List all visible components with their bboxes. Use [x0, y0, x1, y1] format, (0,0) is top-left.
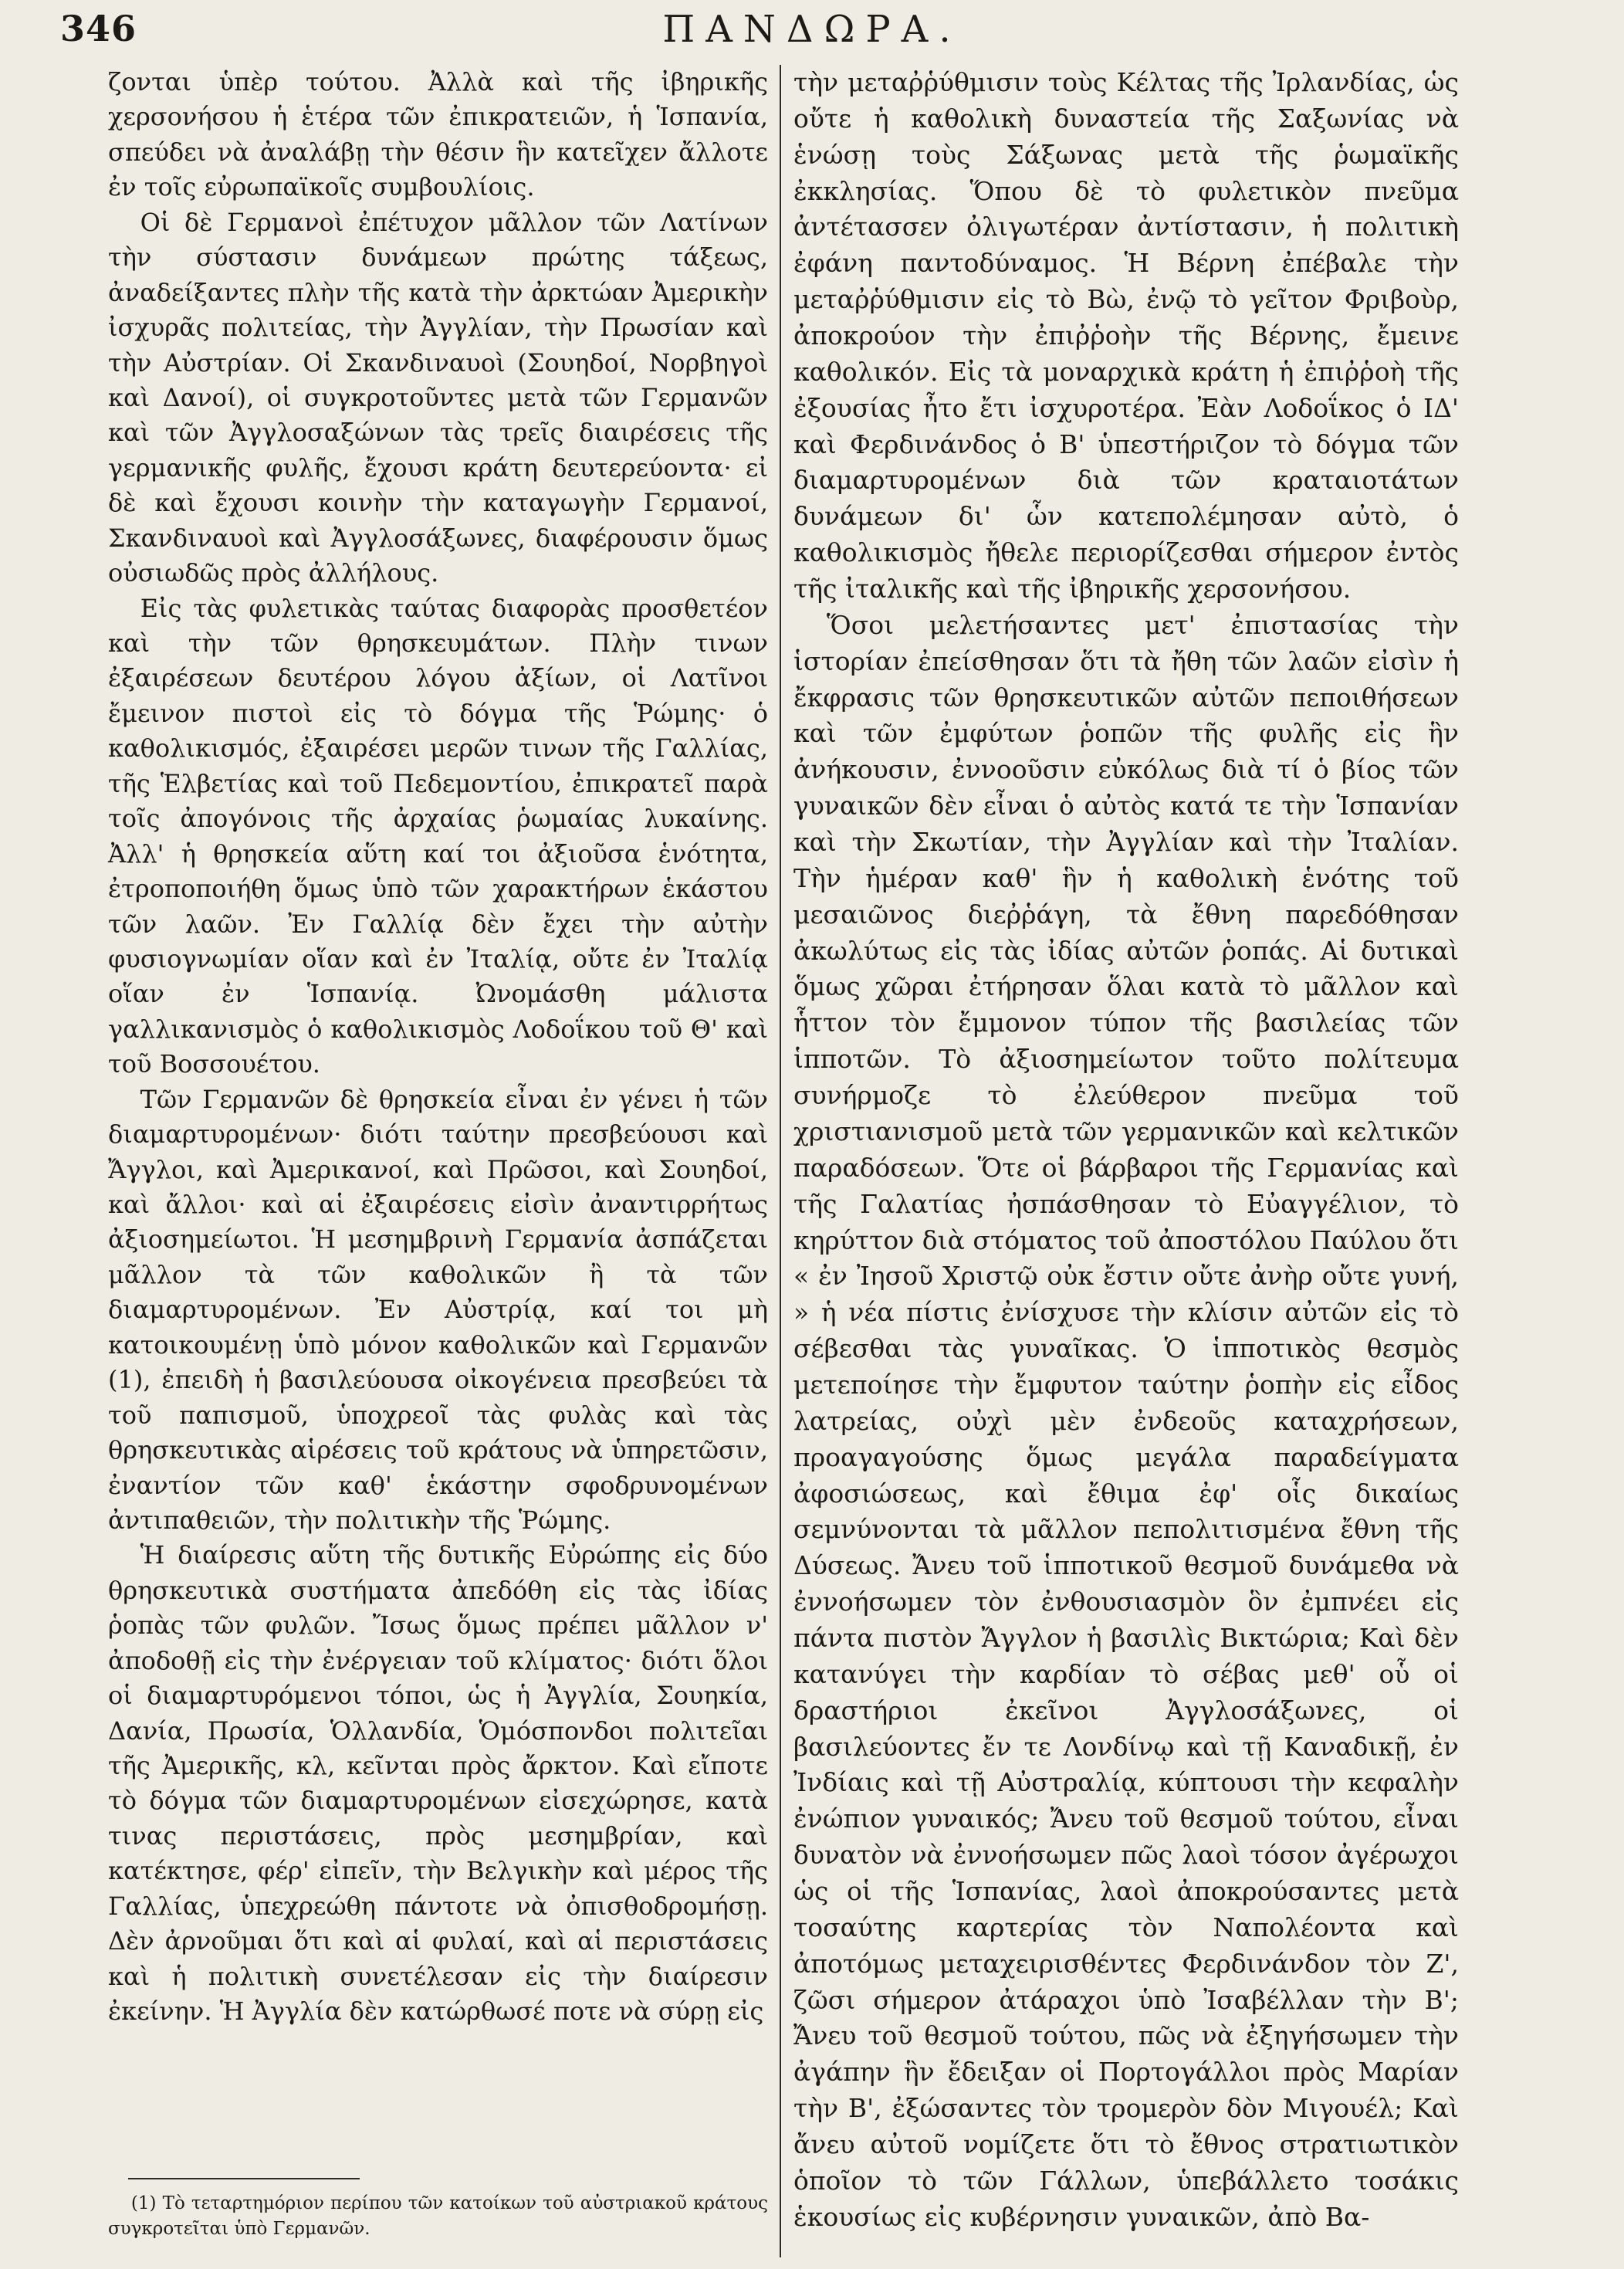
paragraph: Οἱ δὲ Γερμανοὶ ἐπέτυχον μᾶλλον τῶν Λατίνων τὴν σύστασιν δυνάμεων πρώτης τάξεως, ἀναδείξαντες πλὴν τῆς κατὰ τὴν ἀρκτώαν Ἀμερικὴν ἰσχυρᾶς πολιτείας, τὴν Ἀγγλίαν, τὴν Πρωσίαν καὶ τὴν Αὐστρίαν. Οἱ Σκανδιναυοὶ (Σουηδοί, Νορβηγοὶ καὶ Δανοί), οἱ συγκροτοῦντες μετὰ τῶν Γερμανῶν καὶ τῶν Ἀγγλοσαξώνων τὰς τρεῖς διαιρέσεις τῆς γερμανικῆς φυλῆς, ἔχουσι κράτη δευτερεύοντα· εἰ δὲ καὶ ἔχουσι κοινὴν τὴν καταγωγὴν Γερμανοί, Σκανδιναυοὶ καὶ Ἀγγλοσάξωνες, διαφέρουσιν ὅμως οὐσιωδῶς πρὸς ἀλλήλους.: [108, 207, 768, 588]
footnote-text: (1) Τὸ τεταρτημόριον περίπου τῶν κατοίκων τοῦ αὐστριακοῦ κράτους συγκροτεῖται ὑπὸ Γερμανῶν.: [108, 2193, 768, 2239]
right-column: [793, 65, 1459, 2236]
footnote-divider: [128, 2178, 360, 2179]
paragraph: Εἰς τὰς φυλετικὰς ταύτας διαφορὰς προσθετέον καὶ τὴν τῶν θρησκευμάτων. Πλὴν τινων ἐξαιρέσεων δευτέρου λόγου ἀξίων, οἱ Λατῖνοι ἔμεινον πιστοὶ εἰς τὸ δόγμα τῆς Ῥώμης· ὁ καθολικισμός, ἐξαιρέσει μερῶν τινων τῆς Γαλλίας, τῆς Ἑλβετίας καὶ τοῦ Πεδεμοντίου, ἐπικρατεῖ παρὰ τοῖς ἀπογόνοις τῆς ἀρχαίας ῥωμαίας λυκαίνης. Ἀλλ' ἡ θρησκεία αὕτη καί τοι ἀξιοῦσα ἑνότητα, ἐτροποποιήθη ὅμως ὑπὸ τῶν χαρακτήρων ἑκάστου τῶν λαῶν. Ἐν Γαλλίᾳ δὲν ἔχει τὴν αὐτὴν φυσιογνωμίαν οἵαν καὶ ἐν Ἰταλίᾳ, οὔτε ἐν Ἰταλίᾳ οἵαν ἐν Ἱσπανίᾳ. Ὠνομάσθη μάλιστα γαλλικανισμὸς ὁ καθολικισμὸς Λοδοΐκου τοῦ Θ' καὶ τοῦ Βοσσουέτου.: [108, 593, 768, 1079]
column-divider: [780, 65, 781, 2257]
running-title: ΠΑΝΔΩΡΑ.: [662, 8, 962, 51]
paragraph: Τῶν Γερμανῶν δὲ θρησκεία εἶναι ἐν γένει ἡ τῶν διαμαρτυρομένων· διότι ταύτην πρεσβεύουσι καὶ Ἄγγλοι, καὶ Ἀμερικανοί, καὶ Πρῶσοι, καὶ Σουηδοί, καὶ ἄλλοι· καὶ αἱ ἐξαιρέσεις εἰσὶν ἀναντιρρήτως ἀξιοσημείωτοι. Ἡ μεσημβρινὴ Γερμανία ἀσπάζεται μᾶλλον τὰ τῶν καθολικῶν ἢ τὰ τῶν διαμαρτυρομένων. Ἐν Αὐστρίᾳ, καί τοι μὴ κατοικουμένῃ ὑπὸ μόνον καθολικῶν καὶ Γερμανῶν (1), ἐπειδὴ ἡ βασιλεύουσα οἰκογένεια πρεσβεύει τὰ τοῦ παπισμοῦ, ὑποχρεοῖ τὰς φυλὰς καὶ τὰς θρησκευτικὰς αἱρέσεις τοῦ κράτους νὰ ὑπηρετῶσιν, ἐναντίον τῶν καθ' ἑκάστην σφοδρυνομένων ἀντιπαθειῶν, τὴν πολιτικὴν τῆς Ῥώμης.: [108, 1084, 768, 1535]
left-column: [108, 65, 768, 2030]
page-number: 346: [60, 8, 137, 49]
paragraph: Ἡ διαίρεσις αὕτη τῆς δυτικῆς Εὐρώπης εἰς δύο θρησκευτικὰ συστήματα ἀπεδόθη εἰς τὰς ἰδίας ῥοπὰς τῶν φυλῶν. Ἴσως ὅμως πρέπει μᾶλλον ν' ἀποδοθῇ εἰς τὴν ἐνέργειαν τοῦ κλίματος· διότι ὅλοι οἱ διαμαρτυρόμενοι τόποι, ὡς ἡ Ἀγγλία, Σουηκία, Δανία, Πρωσία, Ὁλλανδία, Ὁμόσπονδοι πολιτεῖαι τῆς Ἀμερικῆς, κλ, κεῖνται πρὸς ἄρκτον. Καὶ εἴποτε τὸ δόγμα τῶν διαμαρτυρομένων εἰσεχώρησε, κατὰ τινας περιστάσεις, πρὸς μεσημβρίαν, καὶ κατέκτησε, φέρ' εἰπεῖν, τὴν Βελγικὴν καὶ μέρος τῆς Γαλλίας, ὑπεχρεώθη πάντοτε νὰ ὀπισθοδρομήσῃ. Δὲν ἀρνοῦμαι ὅτι καὶ αἱ φυλαί, καὶ αἱ περιστάσεις καὶ ἡ πολιτικὴ συνετέλεσαν εἰς τὴν διαίρεσιν ἐκείνην. Ἡ Ἀγγλία δὲν κατώρθωσέ ποτε νὰ σύρῃ εἰς: [108, 1540, 768, 2027]
footnote: [108, 2191, 768, 2242]
paragraph: ζονται ὑπὲρ τούτου. Ἀλλὰ καὶ τῆς ἰβηρικῆς χερσονήσου ἡ ἑτέρα τῶν ἐπικρατειῶν, ἡ Ἱσπανία, σπεύδει νὰ ἀναλάβῃ τὴν θέσιν ἣν κατεῖχεν ἄλλοτε ἐν τοῖς εὐρωπαϊκοῖς συμβουλίοις.: [108, 67, 768, 202]
paragraph: Ὅσοι μελετήσαντες μετ' ἐπιστασίας τὴν ἱστορίαν ἐπείσθησαν ὅτι τὰ ἤθη τῶν λαῶν εἰσὶν ἡ ἔκφρασις τῶν θρησκευτικῶν αὐτῶν πεποιθήσεων καὶ τῶν ἐμφύτων ῥοπῶν τῆς φυλῆς εἰς ἣν ἀνήκουσιν, ἐννοοῦσιν εὐκόλως διὰ τί ὁ βίος τῶν γυναικῶν δὲν εἶναι ὁ αὐτὸς κατά τε τὴν Ἱσπανίαν καὶ τὴν Σκωτίαν, τὴν Ἀγγλίαν καὶ τὴν Ἰταλίαν. Τὴν ἡμέραν καθ' ἣν ἡ καθολικὴ ἑνότης τοῦ μεσαιῶνος διεῤῥάγη, τὰ ἔθνη παρεδόθησαν ἀκωλύτως εἰς τὰς ἰδίας αὐτῶν ῥοπάς. Αἱ δυτικαὶ ὅμως χῶραι ἐτήρησαν ὅλαι κατὰ τὸ μᾶλλον καὶ ἧττον τὸν ἔμμονον τύπον τῆς βασιλείας τῶν ἱπποτῶν. Τὸ ἀξιοσημείωτον τοῦτο πολίτευμα συνήρμοζε τὸ ἐλεύθερον πνεῦμα τοῦ χριστιανισμοῦ μετὰ τῶν γερμανικῶν καὶ κελτικῶν παραδόσεων. Ὅτε οἱ βάρβαροι τῆς Γερμανίας καὶ τῆς Γαλατίας ἠσπάσθησαν τὸ Εὐαγγέλιον, τὸ κηρύττον διὰ στόματος τοῦ ἀποστόλου Παύλου ὅτι « ἐν Ἰησοῦ Χριστῷ οὐκ ἔστιν οὔτε ἀνὴρ οὔτε γυνή, » ἡ νέα πίστις ἐνίσχυσε τὴν κλίσιν αὐτῶν εἰς τὸ σέβεσθαι τὰς γυναῖκας. Ὁ ἱπποτικὸς θεσμὸς μετεποίησε τὴν ἔμφυτον ταύτην ῥοπὴν εἰς εἶδος λατρείας, οὐχὶ μὲν ἐνδεοῦς καταχρήσεων, προαγαγούσης ὅμως μεγάλα παραδείγματα ἀφοσιώσεως, καὶ ἔθιμα ἐφ' οἷς δικαίως σεμνύνονται τὰ μᾶλλον πεπολιτισμένα ἔθνη τῆς Δύσεως. Ἄνευ τοῦ ἱπποτικοῦ θεσμοῦ δυνάμεθα νὰ ἐννοήσωμεν τὸν ἐνθουσιασμὸν ὃν ἐμπνέει εἰς πάντα πιστὸν Ἄγγλον ἡ βασιλὶς Βικτώρια; Καὶ δὲν κατανύγει τὴν καρδίαν τὸ σέβας μεθ' οὗ οἱ δραστήριοι ἐκεῖνοι Ἀγγλοσάξωνες, οἱ βασιλεύοντες ἔν τε Λονδίνῳ καὶ τῇ Καναδικῇ, ἐν Ἰνδίαις καὶ τῇ Αὐστραλίᾳ, κύπτουσι τὴν κεφαλὴν ἐνώπιον γυναικός; Ἄνευ τοῦ θεσμοῦ τούτου, εἶναι δυνατὸν νὰ ἐννοήσωμεν πῶς λαοὶ τόσον ἀγέρωχοι ὡς οἱ τῆς Ἱσπανίας, λαοὶ ἀποκρούσαντες μετὰ τοσαύτης καρτερίας τὸν Ναπολέοντα καὶ ἀποτόμως μεταχειρισθέντες Φερδινάνδον τὸν Ζ', ζῶσι σήμερον ἀτάραχοι ὑπὸ Ἰσαβέλλαν τὴν Β'; Ἄνευ τοῦ θεσμοῦ τούτου, πῶς νὰ ἐξηγήσωμεν τὴν ἀγάπην ἣν ἔδειξαν οἱ Πορτογάλλοι πρὸς Μαρίαν τὴν Β', ἐξώσαντες τὸν τρομερὸν δὸν Μιγουέλ; Καὶ ἄνευ αὐτοῦ νομίζετε ὅτι τὸ ἔθνος στρατιωτικὸν ὁποῖον τὸ τῶν Γάλλων, ὑπεβάλλετο τοσάκις ἑκουσίως εἰς κυβέρνησιν γυναικῶν, ἀπὸ Βα-: [793, 609, 1459, 2232]
paragraph: τὴν μεταῤῥύθμισιν τοὺς Κέλτας τῆς Ἰρλανδίας, ὡς οὔτε ἡ καθολικὴ δυναστεία τῆς Σαξωνίας νὰ ἑνώσῃ τοὺς Σάξωνας μετὰ τῆς ῥωμαϊκῆς ἐκκλησίας. Ὅπου δὲ τὸ φυλετικὸν πνεῦμα ἀντέτασσεν ὀλιγωτέραν ἀντίστασιν, ἡ πολιτικὴ ἐφάνη παντοδύναμος. Ἡ Βέρνη ἐπέβαλε τὴν μεταῤῥύθμισιν εἰς τὸ Βὼ, ἐνῷ τὸ γεῖτον Φριβοὺρ, ἀποκρούον τὴν ἐπιῤῥοὴν τῆς Βέρνης, ἔμεινε καθολικόν. Εἰς τὰ μοναρχικὰ κράτη ἡ ἐπιῤῥοὴ τῆς ἐξουσίας ἦτο ἔτι ἰσχυροτέρα. Ἐὰν Λοδοΐκος ὁ ΙΔ' καὶ Φερδινάνδος ὁ Β' ὑπεστήριζον τὸ δόγμα τῶν διαμαρτυρομένων διὰ τῶν κραταιοτάτων δυνάμεων δι' ὧν κατεπολέμησαν αὐτὸ, ὁ καθολικισμὸς ἤθελε περιορίζεσθαι σήμερον ἐντὸς τῆς ἰταλικῆς καὶ τῆς ἰβηρικῆς χερσονήσου.: [793, 67, 1459, 605]
